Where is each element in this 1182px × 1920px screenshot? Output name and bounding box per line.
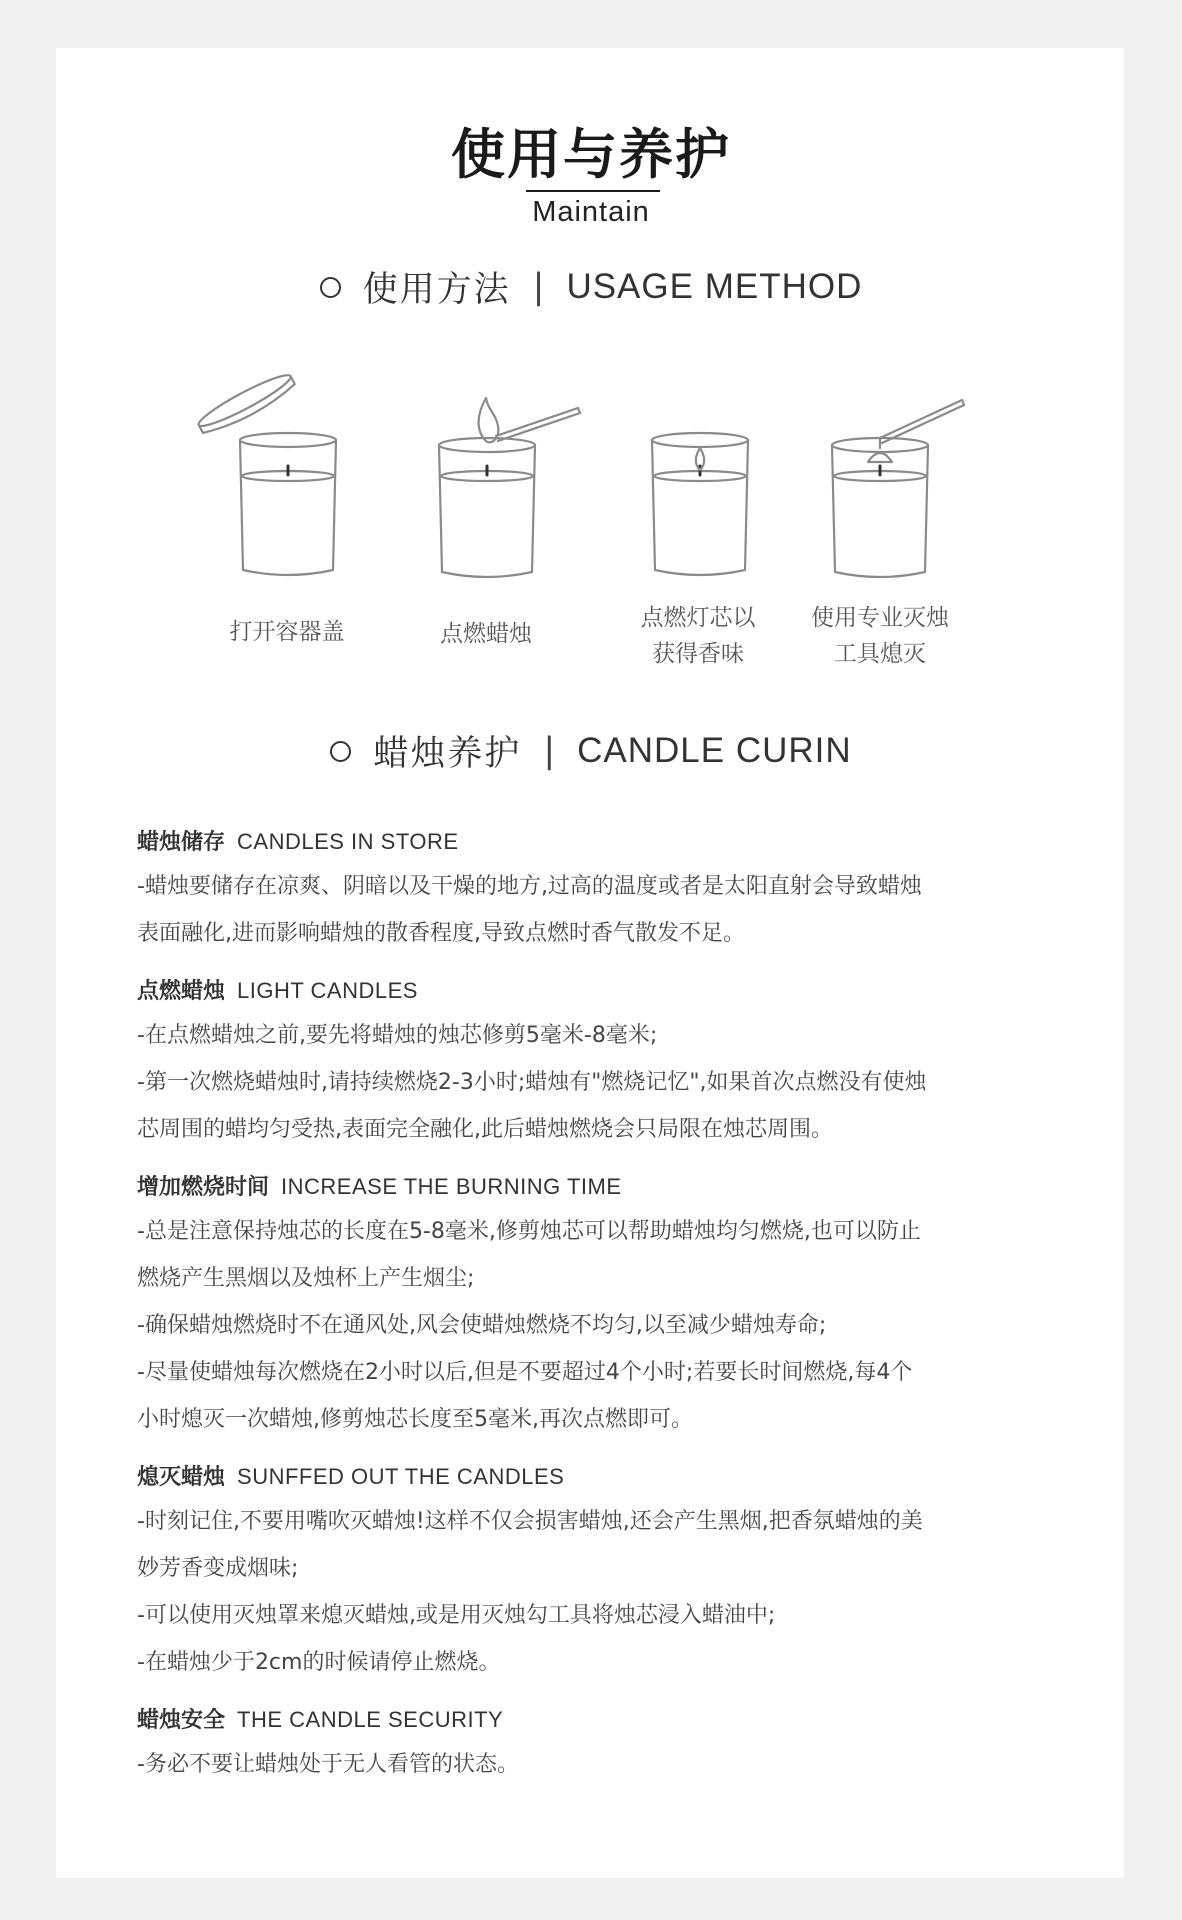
section-title: 蜡烛安全 THE CANDLE SECURITY (137, 1707, 504, 1733)
paragraph-line: -第一次燃烧蜡烛时,请持续燃烧2-3小时;蜡烛有"燃烧记忆",如果首次点燃没有使烛 (137, 1070, 927, 1095)
paragraph-line: 燃烧产生黑烟以及烛杯上产生烟尘; (137, 1266, 475, 1291)
page-title: 使用与养护 (451, 123, 731, 186)
section-title: 增加燃烧时间 INCREASE THE BURNING TIME (137, 1174, 622, 1200)
care-section-light (137, 971, 1057, 1153)
paragraph-line: 表面融化,进而影响蜡烛的散香程度,导致点燃时香气散发不足。 (137, 921, 745, 946)
step-caption-light-wick: 点燃灯芯以 获得香味 (640, 605, 756, 667)
step-caption-light-candle: 点燃蜡烛 (440, 621, 532, 647)
care-content (137, 822, 1057, 1802)
usage-steps-illustration (190, 360, 990, 590)
section-title: 蜡烛储存 CANDLES IN STORE (137, 829, 459, 855)
care-section-burning-time (137, 1167, 1057, 1443)
paragraph-line: 芯周围的蜡均匀受热,表面完全融化,此后蜡烛燃烧会只局限在烛芯周围。 (137, 1117, 833, 1142)
paragraph-line: -在蜡烛少于2cm的时候请停止燃烧。 (137, 1650, 501, 1675)
paragraph-line: 妙芳香变成烟味; (137, 1556, 299, 1581)
paragraph-line: -可以使用灭烛罩来熄灭蜡烛,或是用灭烛勾工具将烛芯浸入蜡油中; (137, 1603, 776, 1628)
section-title: 点燃蜡烛 LIGHT CANDLES (137, 978, 418, 1004)
usage-method-heading (0, 262, 1182, 312)
section-title: 熄灭蜡烛 SUNFFED OUT THE CANDLES (137, 1464, 565, 1490)
usage-heading-cn: 使用方法 (362, 270, 511, 310)
paragraph-line: -尽量使蜡烛每次燃烧在2小时以后,但是不要超过4个小时;若要长时间燃烧,每4个 (137, 1360, 913, 1385)
heading-separator: | (543, 731, 556, 771)
title-underline (526, 190, 660, 192)
open-lid-candle-icon (195, 369, 336, 575)
candle-care-heading (0, 726, 1182, 776)
paragraph-line: -时刻记住,不要用嘴吹灭蜡烛!这样不仅会损害蜡烛,还会产生黑烟,把香氛蜡烛的美 (137, 1509, 923, 1534)
lit-candle-icon (652, 433, 748, 575)
page-subtitle: Maintain (532, 196, 650, 228)
step-caption-snuff-out: 使用专业灭烛 工具熄灭 (811, 605, 949, 667)
circle-bullet-icon (330, 741, 351, 762)
paragraph-line: -蜡烛要储存在凉爽、阴暗以及干燥的地方,过高的温度或者是太阳直射会导致蜡烛 (137, 874, 922, 899)
usage-heading-en: USAGE METHOD (566, 267, 863, 306)
heading-separator: | (532, 267, 545, 307)
paragraph-line: 小时熄灭一次蜡烛,修剪烛芯长度至5毫米,再次点燃即可。 (137, 1407, 693, 1432)
paragraph-line: -总是注意保持烛芯的长度在5-8毫米,修剪烛芯可以帮助蜡烛均匀燃烧,也可以防止 (137, 1219, 921, 1244)
step-caption-open-lid: 打开容器盖 (229, 619, 345, 645)
paragraph-line: -务必不要让蜡烛处于无人看管的状态。 (137, 1752, 519, 1777)
match-lighting-candle-icon (439, 398, 580, 577)
care-section-snuff (137, 1457, 1057, 1686)
paragraph-line: -确保蜡烛燃烧时不在通风处,风会使蜡烛燃烧不均匀,以至减少蜡烛寿命; (137, 1313, 827, 1338)
care-heading-en: CANDLE CURIN (577, 731, 852, 770)
paragraph-line: -在点燃蜡烛之前,要先将蜡烛的烛芯修剪5毫米-8毫米; (137, 1023, 658, 1048)
snuffer-candle-icon (832, 400, 964, 577)
care-section-security (137, 1700, 1057, 1788)
circle-bullet-icon (320, 277, 341, 298)
care-section-store (137, 822, 1057, 957)
care-heading-cn: 蜡烛养护 (373, 734, 522, 774)
